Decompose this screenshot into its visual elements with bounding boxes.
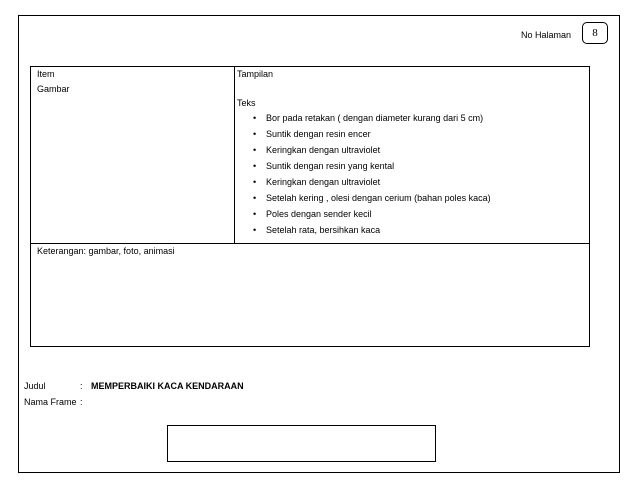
list-item-text: Keringkan dengan ultraviolet xyxy=(266,145,381,155)
bullet-icon: • xyxy=(253,129,257,139)
list-item xyxy=(253,193,491,209)
nama-frame-colon: : xyxy=(80,397,83,407)
page-number-label: No Halaman xyxy=(521,30,572,40)
bullet-icon: • xyxy=(253,177,257,187)
bullet-icon: • xyxy=(253,209,257,219)
page-number: 8 xyxy=(592,27,598,39)
gambar-label: Gambar xyxy=(37,84,70,94)
list-item xyxy=(253,177,491,193)
row-divider xyxy=(31,243,589,244)
list-item-text: Poles dengan sender kecil xyxy=(266,209,372,219)
list-item xyxy=(253,129,491,145)
tampilan-label: Tampilan xyxy=(237,69,274,79)
list-item-text: Suntik dengan resin encer xyxy=(266,129,371,139)
list-item-text: Setelah rata, bersihkan kaca xyxy=(266,225,381,235)
judul-label: Judul xyxy=(24,381,46,391)
teks-label: Teks xyxy=(237,98,256,108)
list-item xyxy=(253,161,491,177)
list-item-text: Setelah kering , olesi dengan cerium (bahan poles kaca) xyxy=(266,193,491,203)
column-divider xyxy=(234,67,235,243)
bullet-icon: • xyxy=(253,145,257,155)
list-item-text: Suntik dengan resin yang kental xyxy=(266,161,395,171)
steps-list xyxy=(253,113,491,241)
list-item xyxy=(253,113,491,129)
bullet-icon: • xyxy=(253,193,257,203)
keterangan-label: Keterangan: gambar, foto, animasi xyxy=(37,246,175,256)
judul-value: MEMPERBAIKI KACA KENDARAAN xyxy=(91,381,244,391)
item-label: Item xyxy=(37,69,55,79)
judul-colon: : xyxy=(80,381,83,391)
list-item-text: Bor pada retakan ( dengan diameter kurang dari 5 cm) xyxy=(266,113,484,123)
list-item xyxy=(253,145,491,161)
storyboard-card xyxy=(30,66,590,347)
page-number-box xyxy=(582,22,608,44)
list-item xyxy=(253,225,491,241)
navigation-box xyxy=(167,425,436,462)
bullet-icon: • xyxy=(253,161,257,171)
bullet-icon: • xyxy=(253,113,257,123)
bullet-icon: • xyxy=(253,225,257,235)
list-item-text: Keringkan dengan ultraviolet xyxy=(266,177,381,187)
list-item xyxy=(253,209,491,225)
nama-frame-label: Nama Frame xyxy=(24,397,77,407)
